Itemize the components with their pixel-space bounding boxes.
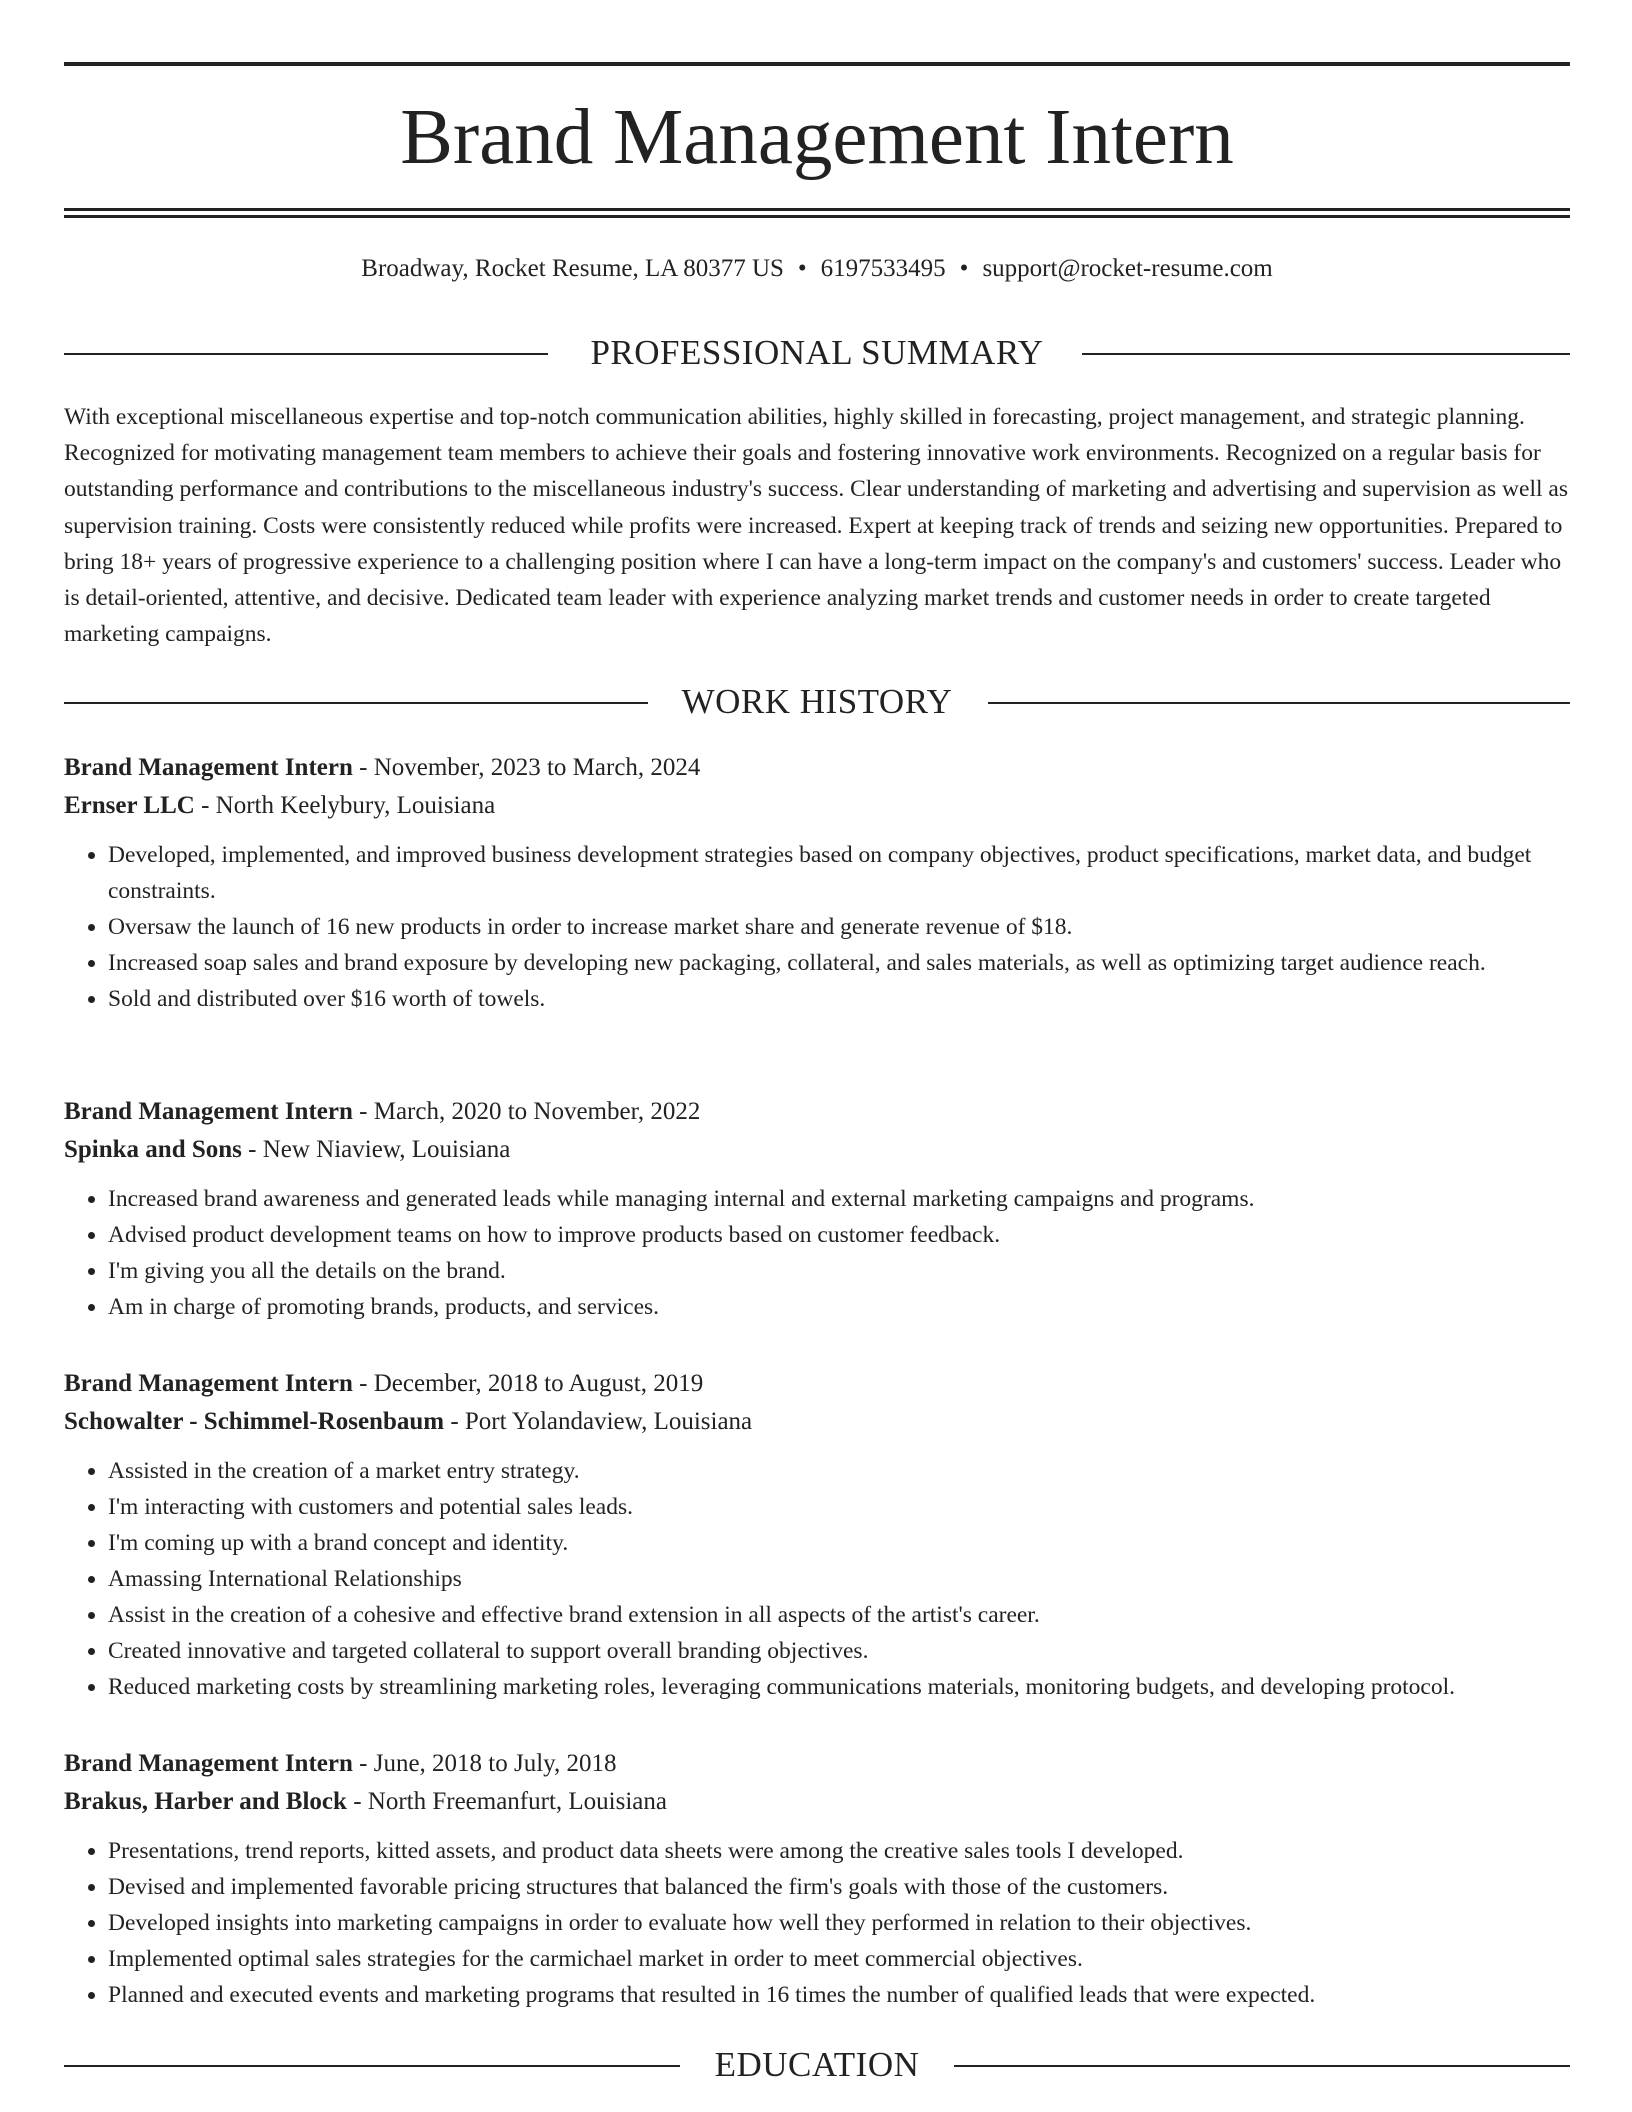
list-item: • Assisted in the creation of a market entry strategy. (108, 1453, 1570, 1489)
job-bullets (64, 1453, 1570, 1705)
contact-address: Broadway, Rocket Resume, LA 80377 US (361, 255, 784, 282)
list-item: • Advised product development teams on how to improve products based on customer feedback. (108, 1217, 1570, 1253)
list-item: • Assist in the creation of a cohesive and effective brand extension in all aspects of the artist's career. (108, 1597, 1570, 1633)
job-entry (64, 749, 1570, 1017)
heading-rule-right (1082, 353, 1570, 355)
list-item: • Am in charge of promoting brands, products, and services. (108, 1289, 1570, 1325)
job-location: - North Keelybury, Louisiana (194, 792, 496, 819)
top-rule (64, 62, 1570, 66)
job-company-line (64, 787, 1570, 825)
list-item: • Increased brand awareness and generated leads while managing internal and external marketing campaigns and programs. (108, 1181, 1570, 1217)
job-company-line (64, 1783, 1570, 1821)
job-title: Brand Management Intern (64, 1750, 353, 1777)
job-company-line (64, 1131, 1570, 1169)
contact-email: support@rocket-resume.com (982, 255, 1273, 282)
list-item: • Created innovative and targeted collateral to support overall branding objectives. (108, 1633, 1570, 1669)
section-title: PROFESSIONAL SUMMARY (590, 333, 1044, 372)
job-title-line (64, 1365, 1570, 1403)
job-dates: - December, 2018 to August, 2019 (352, 1370, 704, 1397)
job-bullets (64, 1833, 1570, 2013)
job-company: Spinka and Sons (64, 1136, 242, 1163)
list-item: • I'm coming up with a brand concept and identity. (108, 1525, 1570, 1561)
section-heading-education (64, 2045, 1570, 2085)
job-entry (64, 1745, 1570, 2013)
heading-rule-right (954, 2065, 1570, 2067)
heading-rule-right (988, 702, 1570, 704)
contact-phone: 6197533495 (820, 255, 946, 282)
job-entry (64, 1093, 1570, 1325)
section-heading-summary (64, 333, 1570, 373)
section-heading-work-history (64, 682, 1570, 722)
list-item: • Amassing International Relationships (108, 1561, 1570, 1597)
double-rule-lower (64, 215, 1570, 218)
job-title: Brand Management Intern (64, 1370, 353, 1397)
section-title: EDUCATION (714, 2045, 920, 2084)
list-item: • Presentations, trend reports, kitted assets, and product data sheets were among the creative sales tools I developed. (108, 1833, 1570, 1869)
double-rule-upper (64, 208, 1570, 211)
job-bullets (64, 837, 1570, 1017)
job-company-line (64, 1403, 1570, 1441)
job-company: Ernser LLC (64, 792, 195, 819)
job-dates: - June, 2018 to July, 2018 (352, 1750, 617, 1777)
job-company: Schowalter - Schimmel-Rosenbaum (64, 1408, 445, 1435)
list-item: • Increased soap sales and brand exposure by developing new packaging, collateral, and sales materials, as well as optimizing target audience reach. (108, 945, 1570, 981)
list-item: • Developed insights into marketing campaigns in order to evaluate how well they performed in relation to their objectives. (108, 1905, 1570, 1941)
job-entry (64, 1365, 1570, 1705)
job-location: - New Niaview, Louisiana (241, 1136, 511, 1163)
job-title-line (64, 749, 1570, 787)
contact-separator: • (797, 255, 807, 282)
list-item: • Oversaw the launch of 16 new products in order to increase market share and generate revenue of $18. (108, 909, 1570, 945)
list-item: • Reduced marketing costs by streamlining marketing roles, leveraging communications materials, monitoring budgets, and developing protocol. (108, 1669, 1570, 1705)
list-item: • I'm interacting with customers and potential sales leads. (108, 1489, 1570, 1525)
job-location: - North Freemanfurt, Louisiana (346, 1788, 667, 1815)
list-item: • Devised and implemented favorable pricing structures that balanced the firm's goals with those of the customers. (108, 1869, 1570, 1905)
section-title: WORK HISTORY (681, 682, 953, 721)
candidate-name: Brand Management Intern (400, 94, 1234, 181)
contact-separator: • (959, 255, 969, 282)
job-title-line (64, 1093, 1570, 1131)
list-item: • Planned and executed events and marketing programs that resulted in 16 times the number of qualified leads that were expected. (108, 1977, 1570, 2013)
job-dates: - November, 2023 to March, 2024 (352, 754, 701, 781)
job-title: Brand Management Intern (64, 1098, 353, 1125)
list-item: • Implemented optimal sales strategies for the carmichael market in order to meet commercial objectives. (108, 1941, 1570, 1977)
job-title: Brand Management Intern (64, 754, 353, 781)
summary-paragraph: With exceptional miscellaneous expertise and top-notch communication abilities, highly skilled in forecasting, project management, and strategic planning. Recognized for motivating management team members to achieve their goals and fostering innovative work environments. Recognized on a regular basis for outstanding performance and contributions to the miscellaneous industry's success. Clear understanding of marketing and advertising and supervision as well as supervision training. Costs were consistently reduced while profits were increased. Expert at keeping track of trends and seizing new opportunities. Prepared to bring 18+ years of progressive experience to a challenging position where I can have a long-term impact on the company's and customers' success. Leader who is detail-oriented, attentive, and decisive. Dedicated team leader with experience analyzing market trends and customer needs in order to create targeted marketing campaigns. (64, 404, 1568, 648)
list-item: • Sold and distributed over $16 worth of towels. (108, 981, 1570, 1017)
list-item: • I'm giving you all the details on the brand. (108, 1253, 1570, 1289)
job-title-line (64, 1745, 1570, 1783)
job-bullets (64, 1181, 1570, 1325)
job-company: Brakus, Harber and Block (64, 1788, 347, 1815)
list-item: • Developed, implemented, and improved business development strategies based on company objectives, product specifications, market data, and budget constraints. (108, 837, 1570, 909)
job-dates: - March, 2020 to November, 2022 (352, 1098, 701, 1125)
contact-line (64, 253, 1570, 285)
job-location: - Port Yolandaview, Louisiana (444, 1408, 753, 1435)
